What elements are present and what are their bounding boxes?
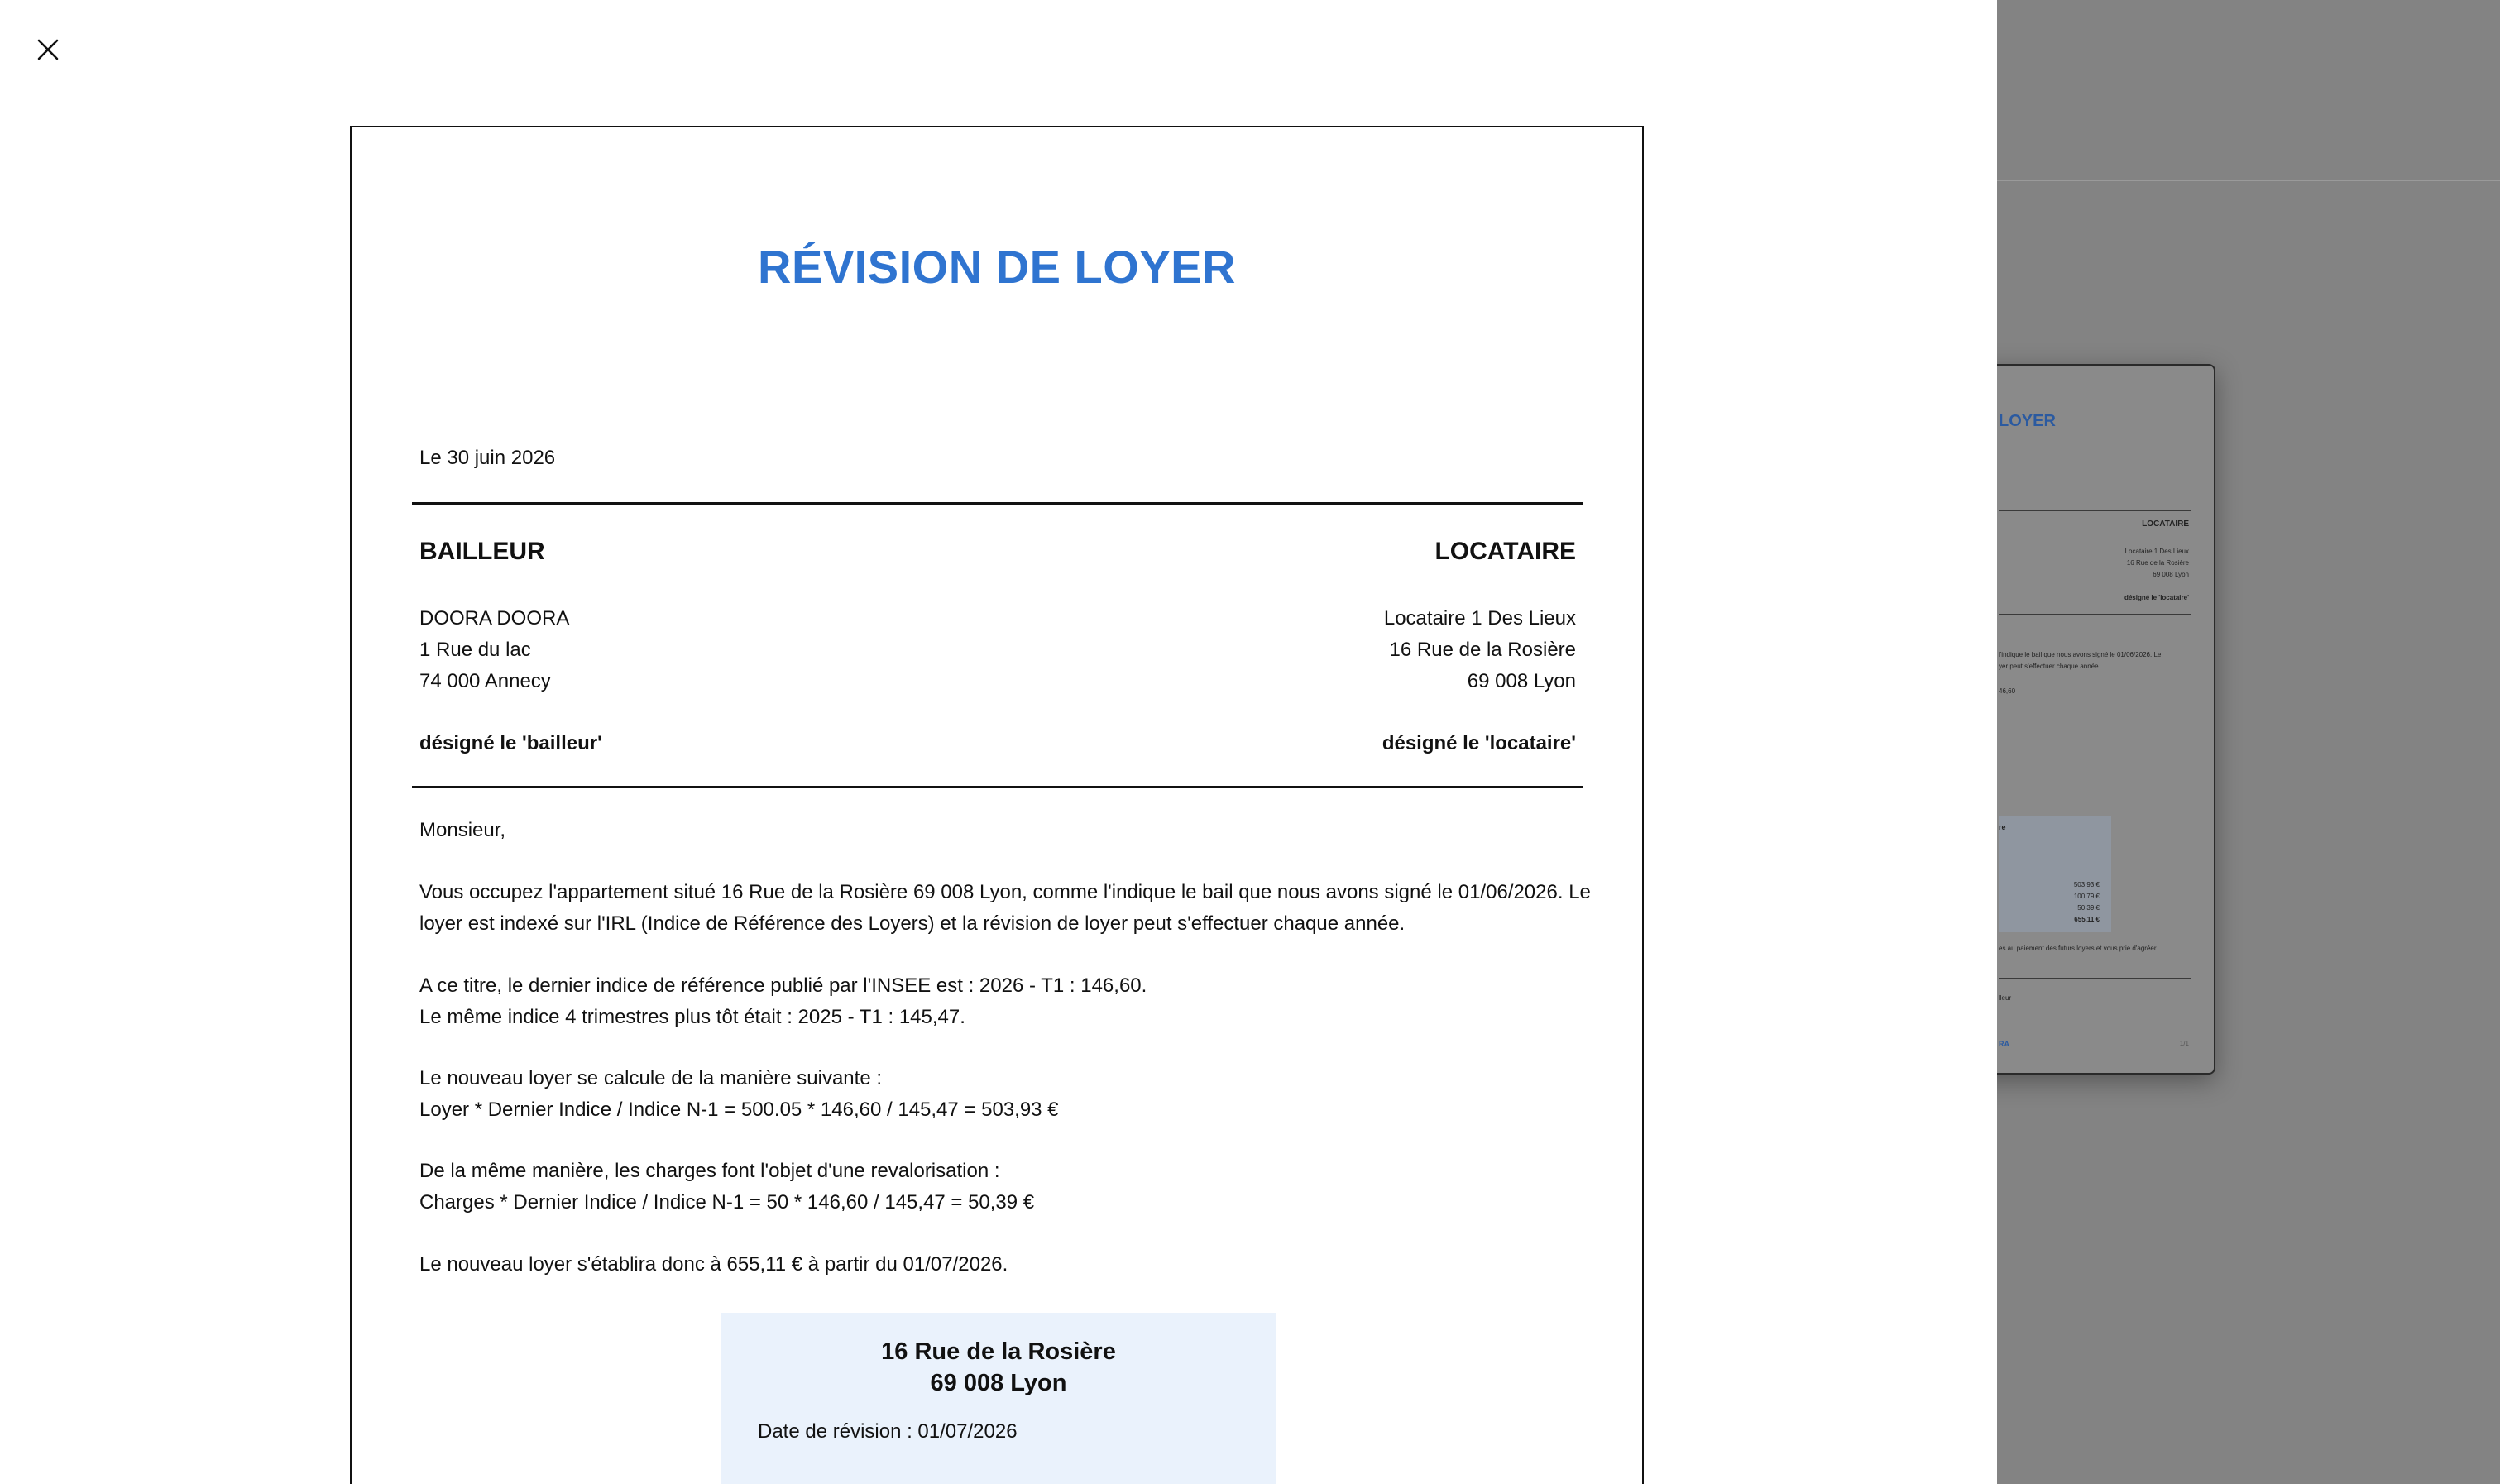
dimmed-backdrop[interactable] bbox=[1997, 0, 2500, 1484]
thumbnail-box-value-3: 50,39 € bbox=[2077, 904, 2100, 912]
summary-box bbox=[721, 1313, 1276, 1484]
close-icon[interactable] bbox=[37, 39, 59, 60]
thumbnail-locataire-heading: LOCATAIRE bbox=[2142, 519, 2189, 529]
bailleur-city: 74 000 Annecy bbox=[419, 670, 551, 692]
summary-address-line-1: 16 Rue de la Rosière bbox=[881, 1338, 1116, 1365]
letter-date: Le 30 juin 2026 bbox=[419, 447, 556, 469]
paragraph-4-line-1: De la même manière, les charges font l'objet d'une revalorisation : bbox=[419, 1160, 1000, 1182]
bailleur-name: DOORA DOORA bbox=[419, 607, 570, 630]
thumbnail-paragraph-2: yer peut s'effectuer chaque année. bbox=[1999, 663, 2100, 670]
thumbnail-locataire-designation: désigné le 'locataire' bbox=[2124, 594, 2189, 601]
document-page bbox=[350, 126, 1644, 1484]
thumbnail-locataire-name: Locataire 1 Des Lieux bbox=[2124, 548, 2189, 555]
thumbnail-box-value-1: 503,93 € bbox=[2073, 881, 2100, 888]
thumbnail-divider-1 bbox=[1999, 510, 2191, 511]
thumbnail-closing: es au paiement des futurs loyers et vous prie d'agréer. bbox=[1999, 945, 2158, 952]
divider-top bbox=[412, 502, 1583, 505]
thumbnail-box-value-4: 655,11 € bbox=[2074, 916, 2100, 923]
thumbnail-box-value-2: 100,79 € bbox=[2073, 893, 2100, 900]
thumbnail-divider-2 bbox=[1999, 614, 2191, 615]
thumbnail-paragraph-3: 46,60 bbox=[1999, 687, 2016, 695]
thumbnail-divider-3 bbox=[1999, 978, 2191, 979]
thumbnail-paragraph-1: l'indique le bail que nous avons signé le 01/06/2026. Le bbox=[1999, 651, 2162, 658]
paragraph-4-line-2: Charges * Dernier Indice / Indice N-1 = 50 * 146,60 / 145,47 = 50,39 € bbox=[419, 1191, 1035, 1214]
paragraph-1-line-2: loyer est indexé sur l'IRL (Indice de Référence des Loyers) et la révision de loyer peut s'effectuer chaque année. bbox=[419, 912, 1406, 935]
close-button[interactable] bbox=[31, 33, 65, 66]
bailleur-street: 1 Rue du lac bbox=[419, 639, 531, 661]
paragraph-2-line-1: A ce titre, le dernier indice de référence publié par l'INSEE est : 2026 - T1 : 146,60. bbox=[419, 974, 1147, 997]
locataire-designation: désigné le 'locataire' bbox=[1382, 732, 1576, 754]
summary-address-line-2: 69 008 Lyon bbox=[930, 1370, 1067, 1396]
thumbnail-footer-left: RA bbox=[1999, 1040, 2009, 1048]
document-title: RÉVISION DE LOYER bbox=[758, 241, 1236, 293]
divider-bottom bbox=[412, 786, 1583, 788]
paragraph-1-line-1: Vous occupez l'appartement situé 16 Rue de la Rosière 69 008 Lyon, comme l'indique le bail que nous avons signé le 01/06/2026. Le bbox=[419, 881, 1591, 903]
paragraph-5: Le nouveau loyer s'établira donc à 655,11 € à partir du 01/07/2026. bbox=[419, 1253, 1008, 1276]
salutation: Monsieur, bbox=[419, 819, 506, 841]
summary-address bbox=[721, 1336, 1276, 1399]
locataire-name: Locataire 1 Des Lieux bbox=[1383, 607, 1576, 630]
locataire-heading: LOCATAIRE bbox=[1434, 538, 1576, 565]
thumbnail-title: LOYER bbox=[1999, 412, 2056, 430]
thumbnail-locataire-street: 16 Rue de la Rosière bbox=[2126, 559, 2189, 567]
thumbnail-box-heading: re bbox=[1999, 823, 2006, 831]
thumbnail-signature: lleur bbox=[1999, 994, 2012, 1002]
summary-revision-date: Date de révision : 01/07/2026 bbox=[758, 1420, 1018, 1443]
paragraph-3-line-1: Le nouveau loyer se calcule de la manière suivante : bbox=[419, 1067, 883, 1089]
locataire-street: 16 Rue de la Rosière bbox=[1389, 639, 1576, 661]
bailleur-designation: désigné le 'bailleur' bbox=[419, 732, 602, 754]
backdrop-header-divider bbox=[1997, 180, 2500, 181]
thumbnail-footer-right: 1/1 bbox=[2179, 1040, 2189, 1047]
paragraph-3-line-2: Loyer * Dernier Indice / Indice N-1 = 500.05 * 146,60 / 145,47 = 503,93 € bbox=[419, 1099, 1059, 1121]
bailleur-heading: BAILLEUR bbox=[419, 538, 545, 565]
thumbnail-locataire-city: 69 008 Lyon bbox=[2153, 571, 2189, 578]
locataire-city: 69 008 Lyon bbox=[1467, 670, 1576, 692]
thumbnail-summary-box bbox=[1999, 816, 2111, 932]
background-document-thumbnail bbox=[1997, 364, 2215, 1075]
paragraph-2-line-2: Le même indice 4 trimestres plus tôt était : 2025 - T1 : 145,47. bbox=[419, 1006, 965, 1028]
